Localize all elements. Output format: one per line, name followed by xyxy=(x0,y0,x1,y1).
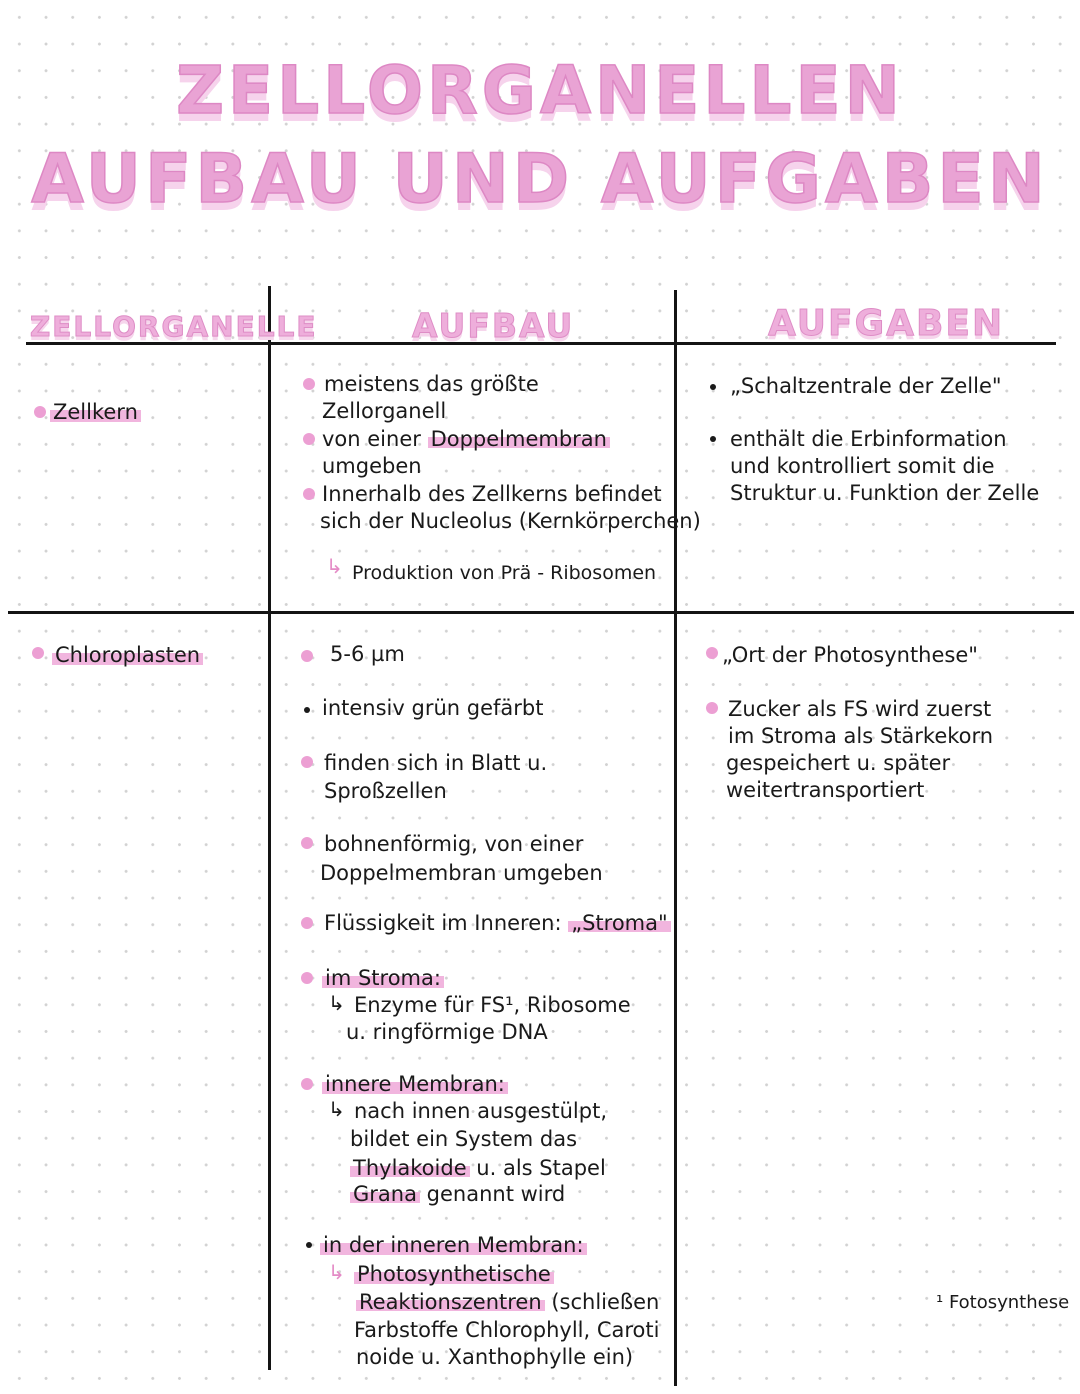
aufbau-text: bohnenförmig, von einer xyxy=(324,832,584,856)
aufbau-text: intensiv grün gefärbt xyxy=(322,696,544,720)
aufbau-text xyxy=(350,1155,606,1181)
bullet-icon xyxy=(706,647,718,659)
aufbau-text-part: genannt wird xyxy=(419,1182,566,1206)
aufgaben-text: Zucker als FS wird zuerst xyxy=(728,697,992,721)
aufbau-text xyxy=(322,426,610,452)
aufbau-text: Produktion von Prä - Ribosomen xyxy=(352,562,657,584)
aufgaben-text: und kontrolliert somit die xyxy=(730,454,995,478)
aufbau-text: meistens das größte xyxy=(324,372,539,396)
aufgaben-text: „Ort der Photosynthese" xyxy=(722,643,978,667)
arrow-right-icon: ↳ xyxy=(328,1260,345,1284)
aufbau-text: noide u. Xanthophylle ein) xyxy=(356,1345,634,1369)
bullet-icon xyxy=(301,1078,313,1090)
page-title-line-1: ZELLORGANELLEN xyxy=(176,52,904,129)
organelle-name: Zellkern xyxy=(50,399,141,425)
aufbau-text: umgeben xyxy=(322,454,422,478)
aufbau-text: 5-6 µm xyxy=(330,642,405,666)
bullet-icon xyxy=(303,488,315,500)
highlight-text: Photosynthetische xyxy=(354,1261,554,1287)
aufbau-text: Doppelmembran umgeben xyxy=(320,861,603,885)
aufbau-text-part: (schließen xyxy=(544,1290,660,1314)
arrow-right-icon: ↳ xyxy=(328,1097,345,1121)
aufbau-text: Farbstoffe Chlorophyll, Caroti xyxy=(354,1318,660,1342)
bullet-icon xyxy=(34,406,46,418)
organelle-name: Chloroplasten xyxy=(52,642,203,668)
arrow-right-icon: ↳ xyxy=(328,991,345,1015)
table-column-divider xyxy=(268,286,271,1370)
column-header-zellorganelle: ZELLORGANELLE xyxy=(30,310,318,343)
highlight-text: „Stroma" xyxy=(568,911,670,935)
aufbau-text-part: Flüssigkeit im Inneren: xyxy=(324,911,569,935)
aufgaben-text: Struktur u. Funktion der Zelle xyxy=(730,481,1040,505)
bullet-icon xyxy=(32,647,44,659)
bullet-icon xyxy=(301,917,313,929)
aufbau-text: Zellorganell xyxy=(322,399,447,423)
aufbau-text xyxy=(350,1181,565,1207)
bullet-icon xyxy=(706,702,718,714)
bullet-icon xyxy=(710,384,716,390)
table-column-divider xyxy=(674,290,677,1386)
aufbau-text: nach innen ausgestülpt, xyxy=(354,1099,607,1123)
aufbau-text xyxy=(356,1289,659,1315)
aufbau-subheading: innere Membran: xyxy=(322,1071,508,1097)
highlight-text: Grana xyxy=(350,1182,420,1206)
highlight-text: Thylakoide xyxy=(350,1156,470,1180)
aufbau-text: u. ringförmige DNA xyxy=(346,1020,548,1044)
bullet-icon xyxy=(301,837,313,849)
aufbau-text: Enzyme für FS¹, Ribosome xyxy=(354,993,631,1017)
bullet-icon xyxy=(301,756,313,768)
aufbau-text: bildet ein System das xyxy=(350,1127,578,1151)
arrow-right-icon: ↳ xyxy=(326,554,343,578)
aufgaben-text: gespeichert u. später xyxy=(726,751,951,775)
aufgaben-text: weitertransportiert xyxy=(726,778,925,802)
aufbau-subheading: im Stroma: xyxy=(322,965,444,991)
highlight-text: Reaktionszentren xyxy=(356,1290,545,1314)
page-title-line-2: AUFBAU UND AUFGABEN xyxy=(31,140,1049,219)
aufbau-text: Innerhalb des Zellkerns befindet xyxy=(322,482,662,506)
aufgaben-text: „Schaltzentrale der Zelle" xyxy=(730,374,1002,398)
highlight-text: Doppelmembran xyxy=(428,427,610,451)
aufbau-text: sich der Nucleolus (Kernkörperchen) xyxy=(320,509,701,533)
column-header-aufgaben: AUFGABEN xyxy=(768,303,1005,344)
column-header-aufbau: AUFBAU xyxy=(412,306,575,345)
aufbau-text: finden sich in Blatt u. xyxy=(324,751,548,775)
aufbau-text xyxy=(324,910,671,936)
bullet-icon xyxy=(304,707,310,713)
bullet-icon xyxy=(303,433,315,445)
bullet-icon xyxy=(301,972,313,984)
bullet-icon xyxy=(301,650,313,662)
aufbau-text-part: u. als Stapel xyxy=(469,1156,606,1180)
footnote: ¹ Fotosynthese xyxy=(936,1292,1070,1313)
aufgaben-text: enthält die Erbinformation xyxy=(730,427,1007,451)
aufbau-subheading: in der inneren Membran: xyxy=(320,1232,587,1258)
table-row-divider xyxy=(8,611,1074,614)
bullet-icon xyxy=(303,378,315,390)
aufbau-text-part: von einer xyxy=(322,427,428,451)
aufgaben-text: im Stroma als Stärkekorn xyxy=(728,724,994,748)
aufbau-text: Sproßzellen xyxy=(324,779,447,803)
bullet-icon xyxy=(710,436,716,442)
bullet-icon xyxy=(306,1242,312,1248)
